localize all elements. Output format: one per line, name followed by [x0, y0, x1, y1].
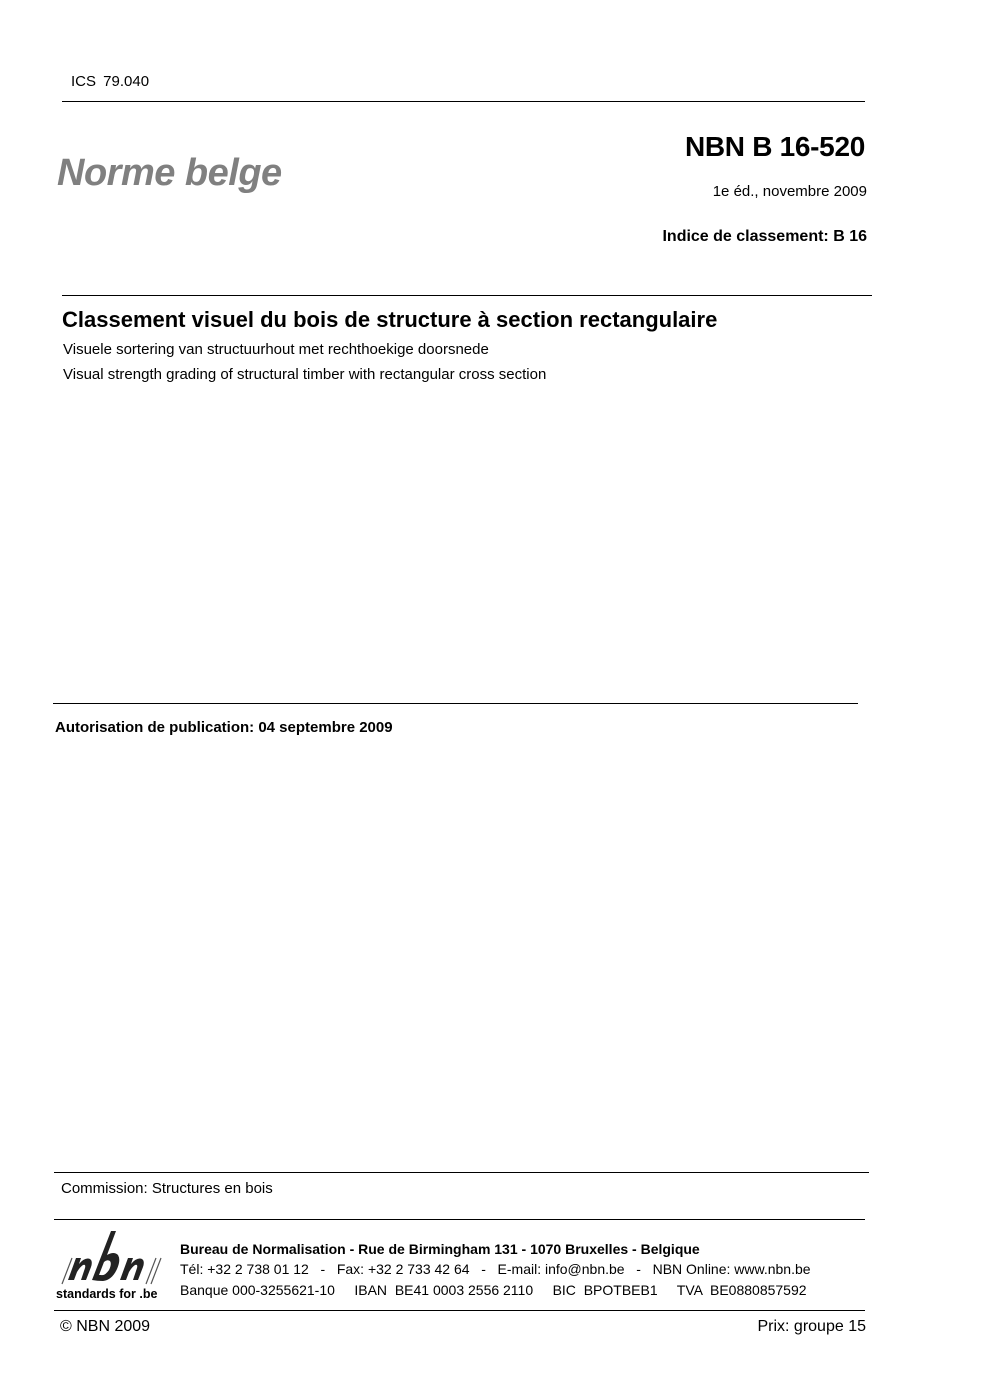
norme-belge-label: Norme belge: [57, 152, 282, 194]
commission-divider-top: [54, 1172, 869, 1173]
title-divider: [62, 295, 872, 296]
ics-code: ICS 79.040: [71, 73, 150, 90]
logo-tagline: standards for .be: [56, 1287, 158, 1301]
commission-divider-bottom: [54, 1219, 865, 1220]
publication-authorization: Autorisation de publication: 04 septembre 2009: [55, 719, 393, 736]
publisher-address: Bureau de Normalisation - Rue de Birmingham 131 - 1070 Bruxelles - Belgique: [180, 1241, 700, 1257]
publication-divider: [53, 703, 858, 704]
title-french: Classement visuel du bois de structure à section rectangulaire: [62, 307, 718, 332]
price-group: Prix: groupe 15: [757, 1318, 866, 1335]
title-english: Visual strength grading of structural timber with rectangular cross section: [63, 366, 547, 383]
publisher-contact: Tél: +32 2 738 01 12 - Fax: +32 2 733 42 64 - E-mail: info@nbn.be - NBN Online: www.nbn.be: [180, 1261, 811, 1277]
publisher-bank-details: Banque 000-3255621-10 IBAN BE41 0003 2556 2110 BIC BPOTBEB1 TVA BE0880857592: [180, 1282, 807, 1298]
classification-index: Indice de classement: B 16: [662, 228, 867, 245]
standard-code: NBN B 16-520: [684, 131, 865, 162]
footer-divider: [54, 1310, 865, 1311]
title-dutch: Visuele sortering van structuurhout met rechthoekige doorsnede: [63, 341, 489, 358]
commission-label: Commission: Structures en bois: [61, 1180, 273, 1197]
edition-date: 1e éd., novembre 2009: [712, 183, 867, 200]
header-divider: [62, 101, 865, 102]
copyright: © NBN 2009: [60, 1318, 151, 1335]
